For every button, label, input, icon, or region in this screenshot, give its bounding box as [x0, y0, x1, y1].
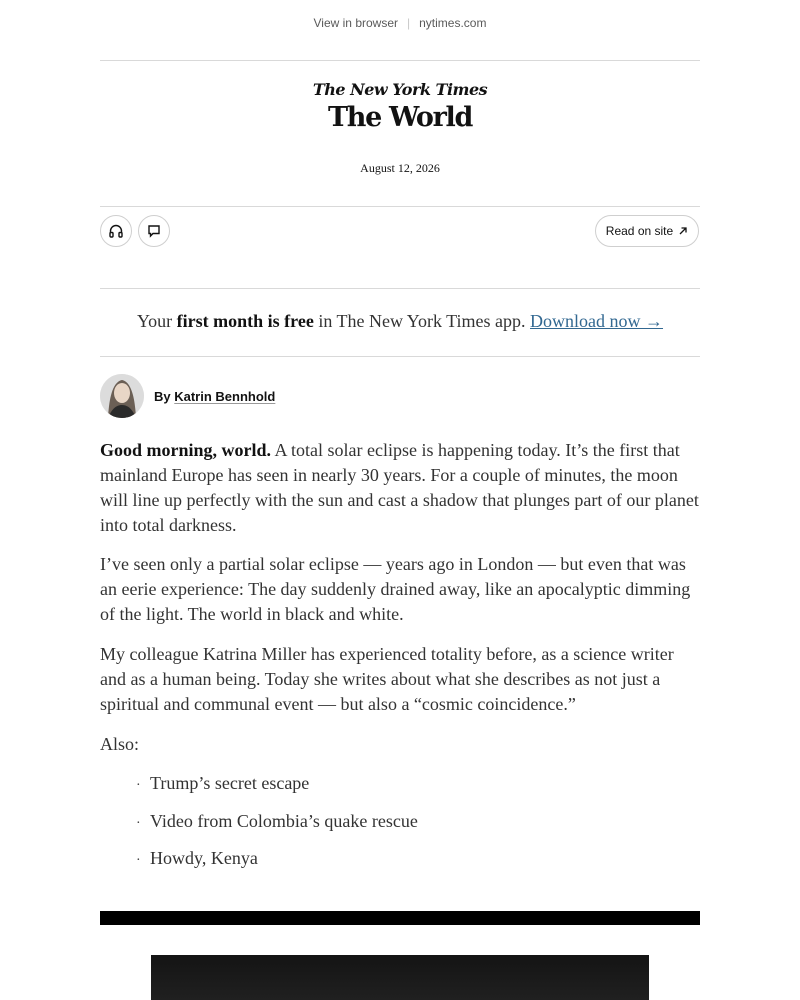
comments-button[interactable] — [138, 215, 170, 247]
article-paragraph-1 — [100, 438, 700, 538]
newsletter-title: The World — [327, 102, 473, 133]
lead-text: A total solar eclipse is happening today. It’s the first that mainland Europe has seen in nearly 30 years. For a couple of minutes, the moon will line up perfectly with the sun and cast a shadow that plunges part of our planet into total darkness. — [100, 440, 699, 535]
list-item[interactable] — [136, 848, 418, 886]
newsletter-date: August 12, 2026 — [360, 161, 440, 175]
headphones-icon — [108, 223, 124, 239]
list-item-text: Howdy, Kenya — [150, 848, 258, 868]
promo-prefix: Your — [136, 311, 177, 331]
article-paragraph-2: I’ve seen only a partial solar eclipse — years ago in London — but even that was an eerie experience: The day suddenly drained away, like an apocalyptic dimming of the light. The world in black and white. — [100, 554, 691, 624]
nyt-logo: The New York Times — [312, 80, 488, 99]
author-name-link[interactable]: Katrin Bennhold — [174, 389, 276, 404]
top-links-bar — [0, 16, 800, 30]
list-item-text: Video from Colombia’s quake rescue — [150, 810, 418, 831]
lead-greeting: Good morning, world. — [100, 440, 272, 460]
article-image — [151, 955, 649, 1000]
divider-promo-bottom — [100, 356, 700, 357]
speech-bubble-icon — [146, 223, 162, 239]
list-item[interactable] — [136, 773, 418, 811]
read-on-site-label: Read on site — [605, 224, 674, 238]
separator: | — [407, 16, 411, 30]
divider-top — [100, 60, 700, 61]
list-item[interactable] — [136, 811, 418, 849]
download-now-link[interactable]: Download now → — [530, 311, 664, 331]
bullet-dot: · — [136, 853, 141, 868]
promo-suffix: in The New York Times app. — [313, 311, 531, 331]
nytimes-link[interactable]: nytimes.com — [419, 16, 487, 30]
section-divider-bar — [100, 911, 700, 925]
promo-bold: first month is free — [176, 311, 314, 331]
author-avatar — [100, 374, 144, 418]
listen-button[interactable] — [100, 215, 132, 247]
also-label: Also: — [100, 734, 140, 754]
view-in-browser-link[interactable]: View in browser — [313, 16, 398, 30]
divider-promo-top — [100, 288, 700, 289]
arrow-up-right-icon — [678, 226, 688, 236]
also-list — [136, 773, 418, 886]
divider-toolbar — [100, 206, 700, 207]
bullet-dot: · — [136, 778, 141, 793]
bullet-dot: · — [136, 815, 141, 831]
byline-prefix: By — [154, 389, 175, 404]
app-promo — [0, 311, 800, 332]
list-item-text: Trump’s secret escape — [150, 773, 310, 793]
article-paragraph-3: My colleague Katrina Miller has experienced totality before, as a science writer and as a human being. Today she writes about what she describes as not just a spiritual and communal event — but also a “cosmic coincidence.” — [100, 644, 674, 714]
byline — [154, 389, 275, 404]
read-on-site-button[interactable] — [595, 215, 699, 247]
